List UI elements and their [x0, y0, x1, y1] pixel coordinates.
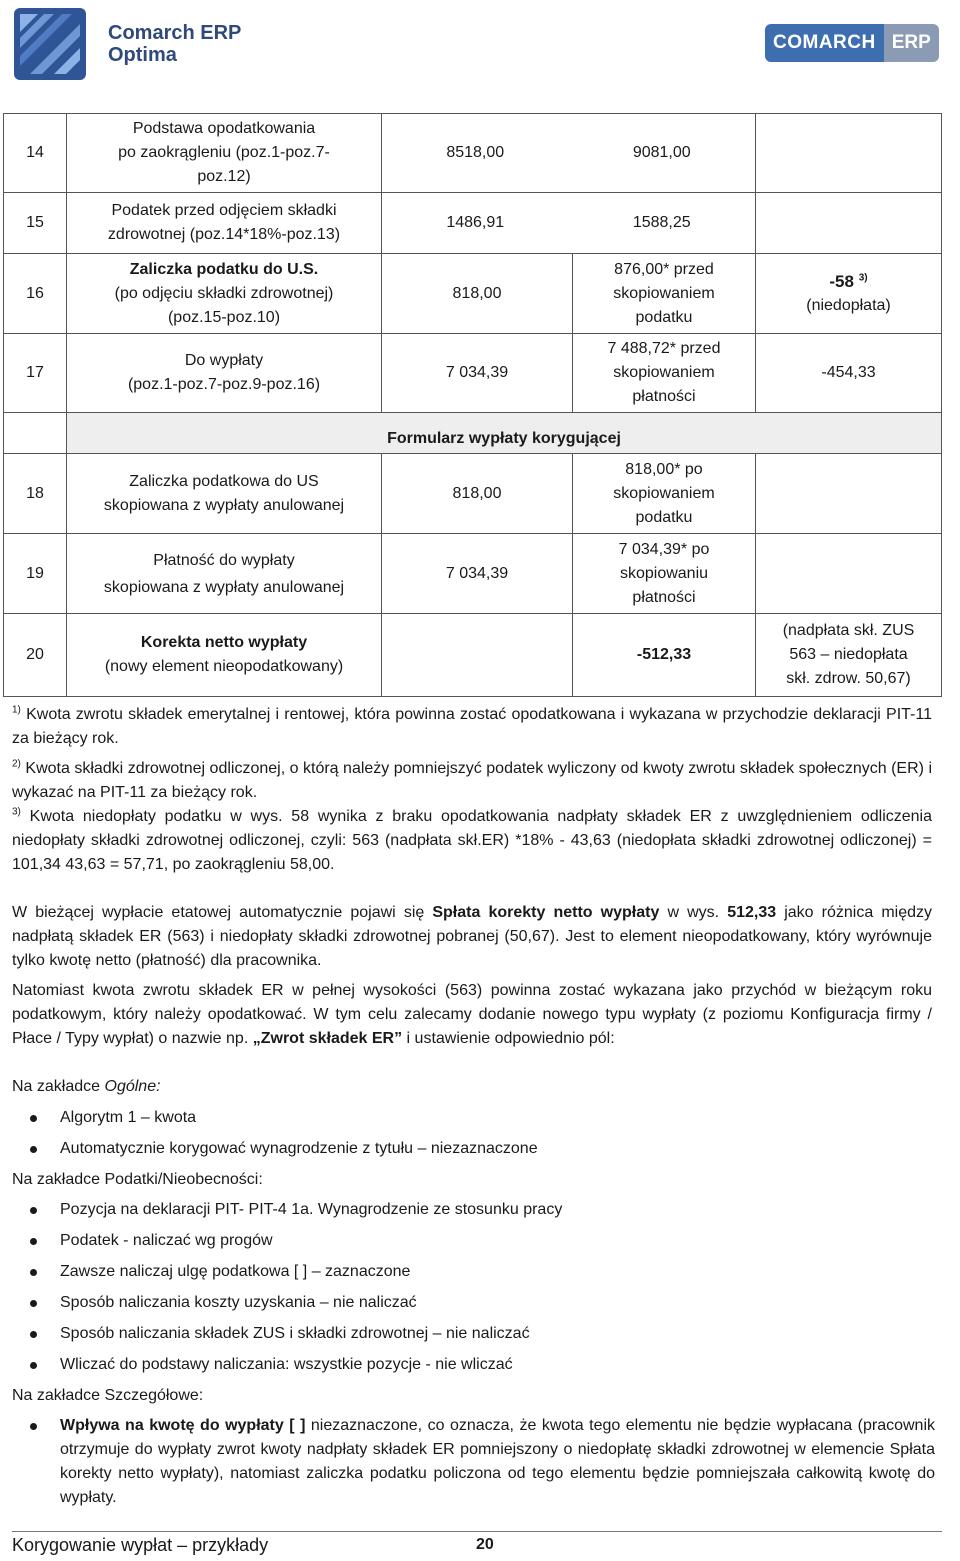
list-item-text: Pozycja na deklaracji PIT- PIT-4 1a. Wynagrodzenie ze stosunku pracy	[60, 1201, 563, 1218]
footnote-2	[12, 757, 932, 805]
desc-line: (poz.1-poz.7-poz.9-poz.16)	[127, 376, 321, 393]
footnote-1	[12, 703, 932, 751]
row-number: 19	[3, 533, 67, 614]
value-before: 1486,91	[446, 214, 505, 231]
value-before: 8518,00	[446, 144, 505, 161]
list-item-text: Wliczać do podstawy naliczania: wszystkie pozycje - nie wliczać	[60, 1356, 513, 1373]
value-line: (nadpłata skł. ZUS	[782, 622, 915, 639]
value-after	[572, 533, 756, 614]
row-number: 17	[3, 333, 67, 413]
value-line: skopiowaniem	[613, 364, 715, 381]
payroll-table	[3, 113, 942, 697]
desc-line: Do wypłaty	[184, 352, 264, 369]
footer-divider	[12, 1531, 942, 1532]
underpayment-amount: -58	[829, 271, 854, 291]
blank-cell	[3, 412, 67, 454]
setting-name: Wpływa na kwotę do wypłaty [ ]	[60, 1417, 306, 1434]
list-item-text: Sposób naliczania składek ZUS i składki zdrowotnej – nie naliczać	[60, 1325, 530, 1342]
value-line: podatku	[635, 508, 693, 526]
row-number: 16	[3, 253, 67, 334]
list-item-text	[60, 1414, 935, 1510]
value-line: płatności	[632, 388, 696, 405]
text-run: Natomiast kwota zwrotu składek ER w pełnej wysokości (563) powinna zostać wykazana jako przychód w bieżącym roku podatkowym, który należy opodatkować. W tym celu zalecamy dodanie nowego typu wypłaty (z poziomu Konfiguracja firmy / Płace / Typy wypłat) o nazwie np.	[12, 982, 932, 1047]
bullet-icon	[30, 1300, 37, 1307]
value-after: 9081,00	[632, 144, 691, 161]
list-item-text: Sposób naliczania koszty uzyskania – nie naliczać	[60, 1294, 417, 1311]
bullet-icon	[30, 1238, 37, 1245]
row-description	[66, 453, 382, 534]
row-description	[66, 613, 382, 697]
footnote-text: Kwota zwrotu składek emerytalnej i rentowej, która powinna zostać opodatkowana i wykazana w przychodzie deklaracji PIT-11 za bieżący rok.	[12, 706, 932, 747]
diff-cell	[755, 253, 942, 334]
desc-line: Płatność do wypłaty	[153, 551, 295, 569]
footnote-marker: 3)	[12, 806, 21, 818]
desc-line: po zaokrągleniu (poz.1-poz.7-	[118, 144, 330, 161]
tab-details-heading: Na zakładce Szczegółowe:	[12, 1387, 204, 1404]
bullet-icon	[30, 1115, 37, 1122]
text-run: W bieżącej wypłacie etatowej automatycznie pojawi się	[12, 904, 433, 921]
list-item	[30, 1106, 935, 1130]
element-name: Spłata korekty netto wypłaty	[432, 904, 660, 921]
bullet-icon	[30, 1146, 37, 1153]
list-item	[30, 1137, 935, 1161]
page-header	[0, 0, 960, 100]
desc-line: Zaliczka podatkowa do US	[129, 472, 319, 490]
row-description	[66, 192, 382, 254]
desc-line: skopiowana z wypłaty anulowanej	[103, 496, 345, 514]
bullet-icon	[30, 1207, 37, 1214]
list-item	[30, 1322, 935, 1346]
desc-line: Korekta netto wypłaty	[140, 634, 308, 651]
value-line: skopiowaniem	[613, 484, 715, 502]
text-run: jako różnica między nadpłatą składek ER (563) i niedopłaty składki zdrowotnej pobranej (50,67). Jest to element nieopodatkowany, który wyrównuje tylko kwotę netto (płatność) dla pracownika.	[12, 904, 933, 969]
underpayment-value	[806, 270, 891, 294]
badge-comarch: COMARCH	[765, 24, 884, 62]
paragraph-1	[12, 901, 932, 973]
row-number: 18	[3, 453, 67, 534]
row-description	[66, 333, 382, 413]
tab-taxes-heading: Na zakładce Podatki/Nieobecności:	[12, 1171, 263, 1188]
value-before: 818,00	[381, 453, 573, 534]
footnote-ref: 3)	[858, 271, 868, 283]
list-item-text: Automatycznie korygować wynagrodzenie z tytułu – niezaznaczone	[60, 1140, 538, 1157]
comarch-erp-optima-logo	[14, 8, 241, 80]
optima-logo-icon	[14, 8, 86, 80]
list-item-text: Zawsze naliczaj ulgę podatkowa [ ] – zaznaczone	[60, 1263, 411, 1280]
desc-line: (nowy element nieopodatkowany)	[104, 658, 344, 675]
diff-cell: -454,33	[755, 333, 942, 413]
value-before: 818,00	[381, 253, 573, 334]
list-item-text: Podatek - naliczać wg progów	[60, 1232, 273, 1249]
value-line: płatności	[632, 588, 696, 606]
list-item	[30, 1229, 935, 1253]
list-item-text: Algorytm 1 – kwota	[60, 1109, 197, 1126]
badge-erp: ERP	[884, 24, 939, 62]
value-before: 7 034,39	[381, 533, 573, 614]
list-item	[30, 1353, 935, 1377]
bullet-icon	[30, 1269, 37, 1276]
footnote-text: Kwota niedopłaty podatku w wys. 58 wynika z braku opodatkowania nadpłaty składek ER z uwzględnieniem odliczenia niedopłaty składki zdrowotnej odliczonej, czyli: 563 (nadpłata skł.ER) *18% - 43,63 (niedopłata składki zdrowotnej odliczonej) = 101,34 43,63 = 57,71, po zaokrągleniu 58,00.	[12, 808, 932, 873]
desc-line: Podstawa opodatkowania	[132, 120, 316, 137]
value-line: 563 – niedopłata	[789, 646, 908, 663]
text-run: i ustawienie odpowiednio pól:	[402, 1030, 615, 1047]
footer-title: Korygowanie wypłat – przykłady	[12, 1535, 269, 1555]
list-item	[30, 1260, 935, 1284]
row-description	[66, 533, 382, 614]
page-number: 20	[476, 1536, 494, 1553]
paragraph-2	[12, 979, 932, 1051]
net-correction-value: -512,33	[572, 613, 756, 697]
text-run: niezaznaczone, co oznacza, że kwota tego elementu nie będzie wypłacana (pracownik otrzymuje do wypłaty zwrot kwoty nadpłaty składek ER pomniejszony o niedopłatę składki zdrowotnej w elemencie Spłata korekty netto wypłaty), natomiast zaliczka podatku policzona od tego elementu będzie pomniejszała całkowitą kwotę do wypłaty.	[60, 1417, 936, 1506]
desc-line: (poz.15-poz.10)	[167, 308, 281, 326]
value-line: 876,00* przed	[614, 260, 714, 278]
value-cell	[381, 192, 756, 254]
row-description	[66, 253, 382, 334]
footnote-marker: 1)	[12, 704, 21, 716]
row-number: 14	[3, 113, 67, 193]
value-after	[572, 453, 756, 534]
footnote-marker: 2)	[12, 758, 21, 770]
diff-cell	[755, 613, 942, 697]
value-line: 7 034,39* po	[618, 540, 710, 558]
desc-line: Zaliczka podatku do U.S.	[129, 260, 319, 278]
row-description	[66, 113, 382, 193]
value-after	[572, 253, 756, 334]
value-after: 1588,25	[632, 214, 691, 231]
diff-cell	[755, 533, 942, 614]
list-item	[30, 1198, 935, 1222]
logo-line-1: Comarch ERP	[108, 22, 242, 44]
value-line: skopiowaniu	[619, 564, 709, 582]
value-line: podatku	[635, 308, 693, 326]
tab-general-heading	[12, 1075, 932, 1099]
row-number: 15	[3, 192, 67, 254]
desc-line: skopiowana z wypłaty anulowanej	[103, 578, 345, 596]
bullet-icon	[30, 1362, 37, 1369]
amount: 512,33	[727, 904, 777, 921]
list-item	[30, 1414, 935, 1510]
footnote-text: Kwota składki zdrowotnej odliczonej, o którą należy pomniejszyć podatek wyliczony od kwoty zwrotu składek społecznych (ER) i wykazać na PIT-11 za bieżący rok.	[12, 760, 932, 801]
value-line: skł. zdrow. 50,67)	[786, 670, 911, 687]
value-line: 7 488,72* przed	[607, 340, 721, 357]
bullet-icon	[30, 1331, 37, 1338]
desc-line: zdrowotnej (poz.14*18%-poz.13)	[107, 226, 341, 243]
value-after	[572, 333, 756, 413]
section-header: Formularz wypłaty korygującej	[66, 412, 942, 454]
comarch-erp-badge	[765, 24, 939, 62]
logo-line-2: Optima	[108, 44, 177, 66]
row-number: 20	[3, 613, 67, 697]
payout-type-name: „Zwrot składek ER”	[252, 1030, 403, 1047]
list-item	[30, 1291, 935, 1315]
underpayment-label: (niedopłata)	[806, 296, 891, 314]
tab-name: Ogólne:	[104, 1078, 161, 1095]
desc-line: poz.12)	[197, 168, 251, 185]
diff-cell	[755, 453, 942, 534]
value-cell	[381, 113, 756, 193]
value-before	[381, 613, 573, 697]
footnote-3	[12, 805, 932, 877]
desc-line: Podatek przed odjęciem składki	[111, 202, 337, 219]
text-run: Na zakładce	[12, 1078, 105, 1095]
desc-line: (po odjęciu składki zdrowotnej)	[114, 284, 334, 302]
value-before: 7 034,39	[381, 333, 573, 413]
diff-cell	[755, 192, 942, 254]
value-line: skopiowaniem	[613, 284, 715, 302]
text-run: w wys.	[659, 904, 728, 921]
bullet-icon	[30, 1423, 37, 1430]
diff-cell	[755, 113, 942, 193]
value-line: 818,00* po	[625, 460, 703, 478]
